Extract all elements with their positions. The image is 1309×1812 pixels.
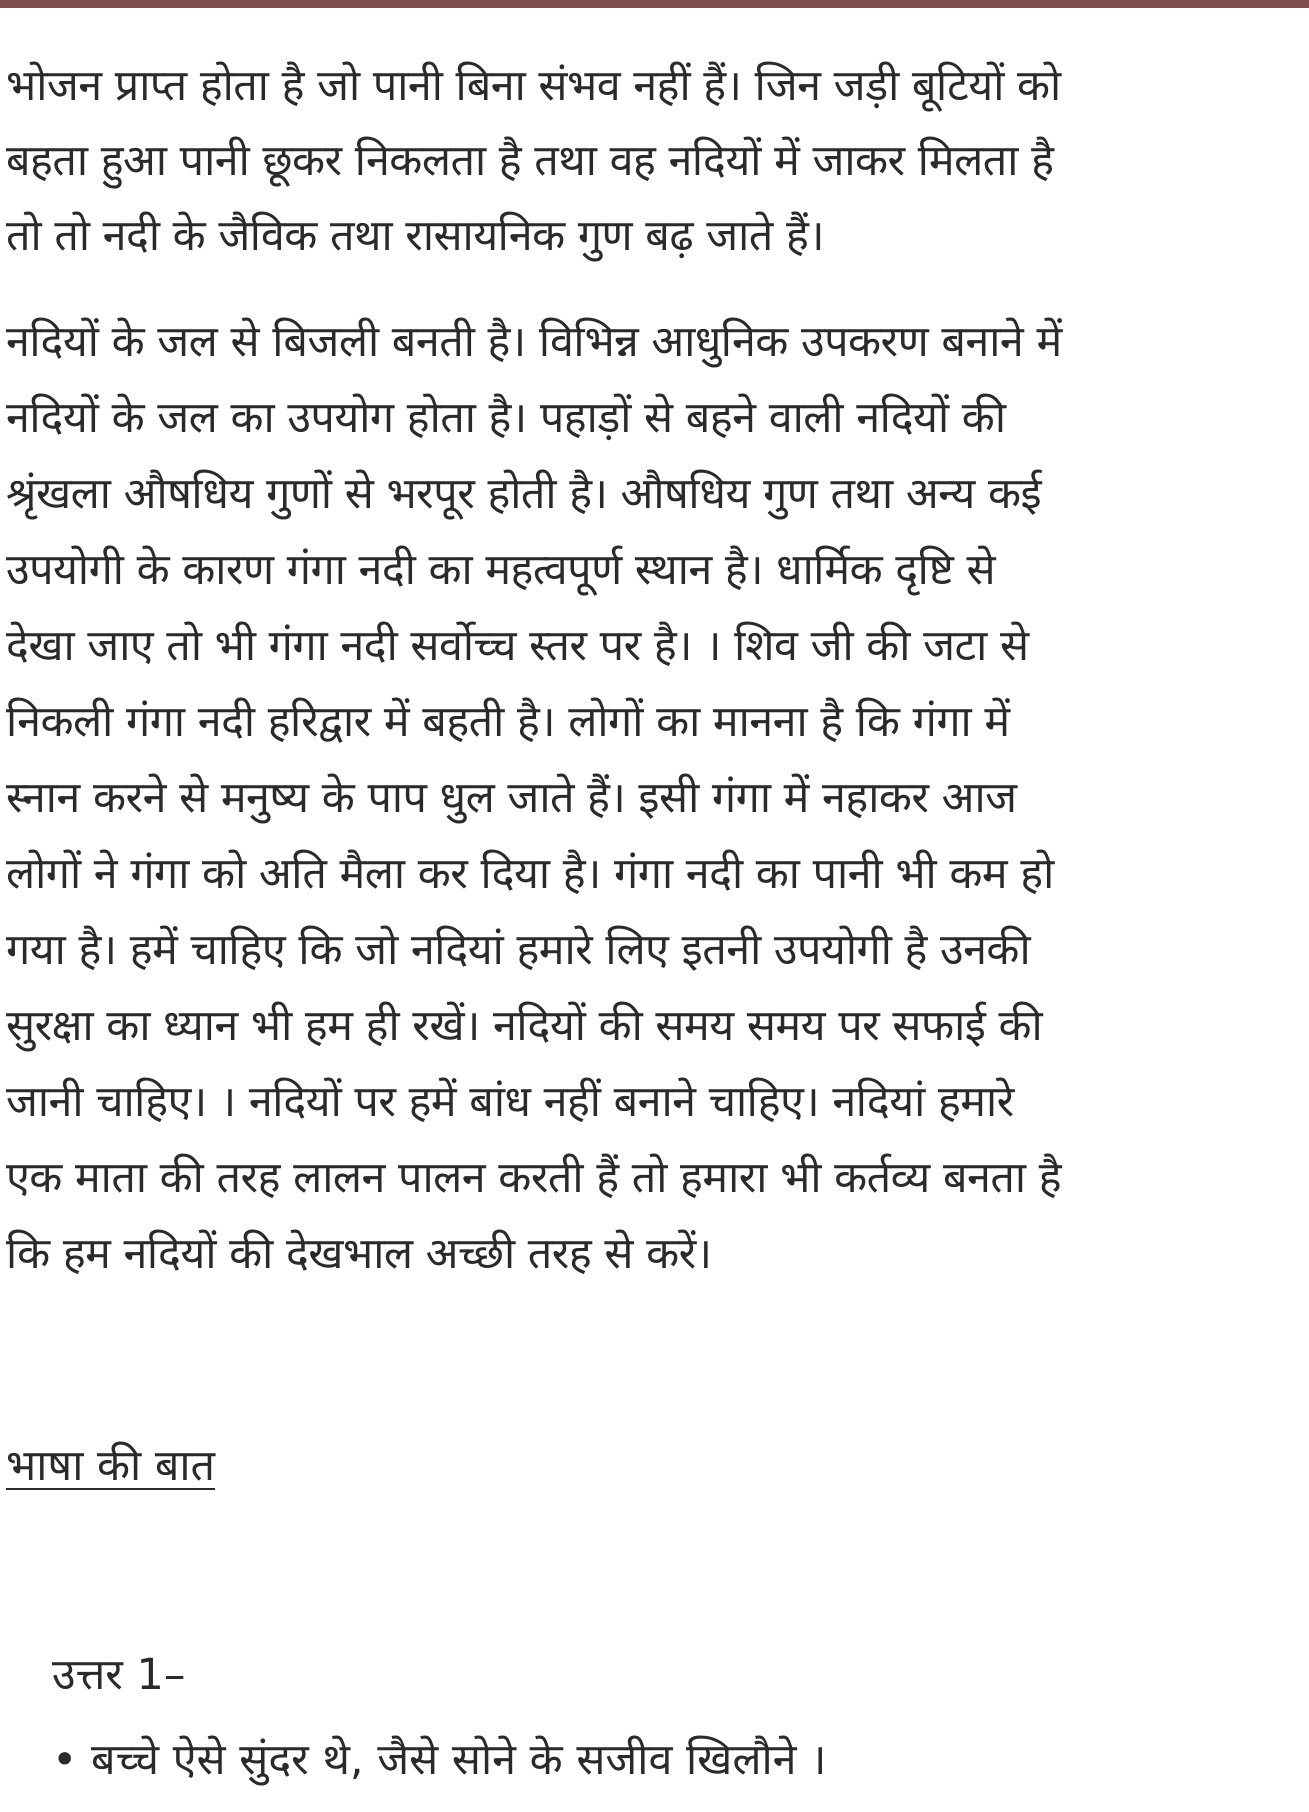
answer-label: उत्तर 1– — [52, 1650, 186, 1700]
text-line: जानी चाहिए। । नदियों पर हमें बांध नहीं बनाने चाहिए। नदियां हमारे — [6, 1077, 1014, 1127]
text-line: श्रृंखला औषधिय गुणों से भरपूर होती है। औषधिय गुण तथा अन्य कई — [6, 469, 1042, 519]
top-bar — [0, 0, 1309, 8]
text-line: निकली गंगा नदी हरिद्वार में बहती है। लोगों का मानना है कि गंगा में — [6, 697, 1010, 747]
section-heading: भाषा की बात — [6, 1441, 216, 1491]
bullet-item: • बच्चे ऐसे सुंदर थे, जैसे सोने के सजीव खिलौने । — [52, 1735, 827, 1785]
text-line: स्नान करने से मनुष्य के पाप धुल जाते हैं। इसी गंगा में नहाकर आज — [6, 773, 1017, 823]
text-line: लोगों ने गंगा को अति मैला कर दिया है। गंगा नदी का पानी भी कम हो — [6, 849, 1054, 899]
text-line: सुरक्षा का ध्यान भी हम ही रखें। नदियों की समय समय पर सफाई की — [6, 1001, 1043, 1051]
text-line: देखा जाए तो भी गंगा नदी सर्वोच्च स्तर पर है। । शिव जी की जटा से — [6, 621, 1029, 671]
text-line: गया है। हमें चाहिए कि जो नदियां हमारे लिए इतनी उपयोगी है उनकी — [6, 925, 1031, 975]
text-line: तो तो नदी के जैविक तथा रासायनिक गुण बढ़ जाते हैं। — [6, 211, 825, 261]
text-line: बहता हुआ पानी छूकर निकलता है तथा वह नदियों में जाकर मिलता है — [6, 136, 1054, 186]
text-line: एक माता की तरह लालन पालन करती हैं तो हमारा भी कर्तव्य बनता है — [6, 1153, 1062, 1203]
text-line: नदियों के जल से बिजली बनती है। विभिन्न आधुनिक उपकरण बनाने में — [6, 317, 1062, 367]
text-line: भोजन प्राप्त होता है जो पानी बिना संभव नहीं हैं। जिन जड़ी बूटियों को — [6, 61, 1061, 111]
text-line: कि हम नदियों की देखभाल अच्छी तरह से करें। — [6, 1229, 712, 1279]
text-line: उपयोगी के कारण गंगा नदी का महत्वपूर्ण स्थान है। धार्मिक दृष्टि से — [6, 545, 996, 595]
text-line: नदियों के जल का उपयोग होता है। पहाड़ों से बहने वाली नदियों की — [6, 393, 1006, 443]
